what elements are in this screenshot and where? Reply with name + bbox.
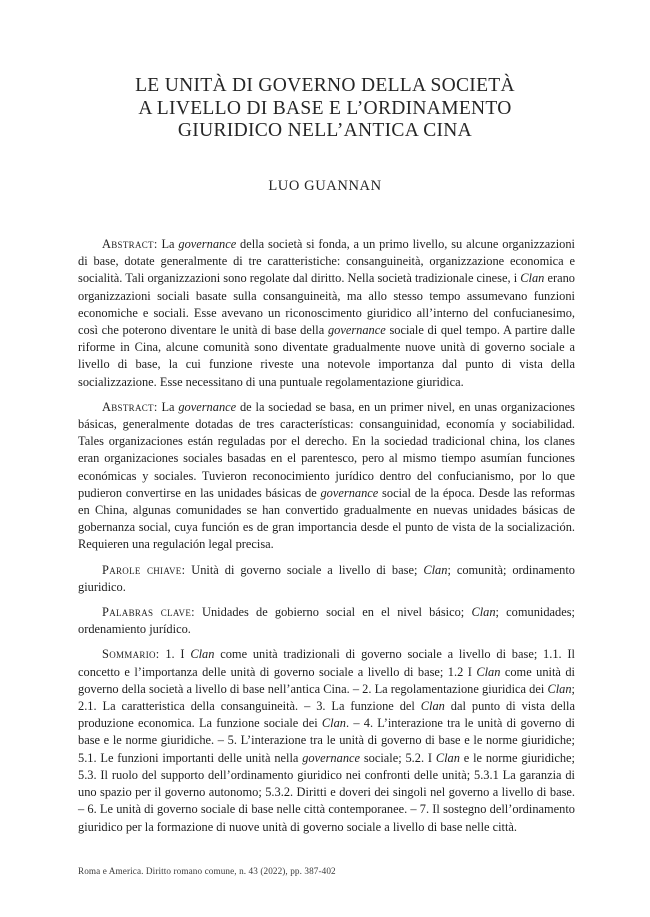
keywords-italic-term: Clan <box>471 605 496 620</box>
journal-citation-footer: Roma e America. Diritto romano comune, n. 43 (2022), pp. 387-402 <box>78 866 336 876</box>
title-line: GIURIDICO NELL’ANTICA CINA <box>177 120 473 141</box>
abstract-italian <box>78 236 575 391</box>
sommario-text: dal punto di vista della produzione economica. La funzione sociale dei <box>78 699 575 731</box>
table-of-contents <box>78 646 575 835</box>
sommario-text: ; 2.1. La caratteristica della consanguineità. – 3. La funzione del <box>78 681 575 714</box>
abstract-text: della società si fonda, a un primo livello, su alcune organizzazioni di base, dotate generalmente di tre caratteristiche: consanguineità, organizzazione economica e socialità. Tali organizzazioni sono regolate dal diritto. Nella società tradizionale cinese, i <box>78 237 575 286</box>
sommario-text: . – 4. L’interazione tra le unità di governo di base e le norme giuridiche. – 5. L’interazione tra le unità di governo di base e le norme giuridiche; 5.1. Le funzioni importanti delle unità nella <box>78 716 575 765</box>
keywords-italic-term: Clan <box>423 562 448 577</box>
sommario-italic-term: Clan <box>547 681 572 696</box>
article-author: LUO GUANNAN <box>268 178 382 194</box>
abstract-text: de la sociedad se basa, en un primer nivel, en unas organizaciones básicas, generalmente dotadas de tres características: consanguinidad, economía y sociabilidad. Tales organizaciones están reguladas por el derecho. En la sociedad tradicional china, los clanes eran organizaciones sociales basadas en el parentesco, pero al mismo tiempo asumían funciones económicas y sociales. Tuvieron reconocimiento jurídico dentro del confucianismo, por lo que pudieron convertirse en las unidades básicas de <box>78 399 575 500</box>
keywords-text: Unità di governo sociale a livello di base; <box>185 562 424 577</box>
abstract-text: La <box>157 399 179 414</box>
title-line: LE UNITÀ DI GOVERNO DELLA SOCIETÀ <box>135 75 515 96</box>
sommario-text: sociale; 5.2. I <box>360 750 436 765</box>
abstract-italic-term: Clan <box>520 271 545 286</box>
title-line: A LIVELLO DI BASE E L’ORDINAMENTO <box>138 97 512 119</box>
sommario-italic-term: Clan <box>435 750 460 765</box>
abstract-text: sociale di quel tempo. A partire dalle riforme in Cina, alcune comunità sono diventate gradualmente nuove unità di governo sociale a livello di base, la cui funzione riveste una notevole importanza dal punto di vista della socializzazione. Esse necessitano di una puntuale regolamentazione giuridica. <box>78 323 576 389</box>
abstract-label: Abstract: <box>102 237 158 251</box>
abstract-spanish <box>78 399 575 554</box>
abstract-italic-term: governance <box>320 485 379 500</box>
sommario-text: come unità tradizionali di governo sociale a livello di base; 1.1. Il concetto e l’importanza delle unità di governo sociale a livello di base; 1.2 I <box>78 647 575 679</box>
abstract-italic-term: governance <box>327 323 386 338</box>
keywords-text: Unidades de gobierno social en el nivel básico; <box>194 605 472 620</box>
sommario-italic-term: Clan <box>321 716 346 731</box>
keywords-label: Palabras clave: <box>102 605 195 620</box>
keywords-spanish <box>78 604 575 638</box>
sommario-text: e le norme giuridiche; 5.3. Il ruolo del supporto dell’ordinamento giuridico nei confronti delle unità; 5.3.1 La garanzia di uno spazio per il governo autonomo; 5.3.2. Diritti e doveri dei singoli nel governo a livello di base. – 6. Le unità di governo sociale di base nelle città contemporanee. – 7. Il sostegno dell’ordinamento giuridico per la formazione di nuove unità di governo sociale a livello di base nelle città. <box>78 750 575 834</box>
keywords-text: ; comunità; ordinamento giuridico. <box>78 562 575 594</box>
sommario-italic-term: governance <box>302 750 361 765</box>
keywords-text: ; comunidades; ordenamiento jurídico. <box>78 605 575 637</box>
sommario-text: 1. I <box>159 647 191 662</box>
front-matter <box>78 236 575 844</box>
abstract-italic-term: governance <box>178 399 237 414</box>
sommario-text: come unità di governo della società a livello di base nell’antica Cina. – 2. La regolamentazione giuridica dei <box>78 664 575 696</box>
abstract-text: La <box>157 237 179 251</box>
sommario-italic-term: Clan <box>476 664 501 679</box>
keywords-italian <box>78 562 575 596</box>
sommario-italic-term: Clan <box>420 699 445 714</box>
abstract-text: social de la época. Desde las reformas en China, algunas comunidades se han convertido gradualmente en nuevas unidades básicas de gobernanza social, cuya función es de gran importancia desde el punto de vista de la socialización. Requieren una regulación legal precisa. <box>78 485 575 552</box>
abstract-label: Abstract: <box>102 399 158 414</box>
sommario-italic-term: Clan <box>190 647 215 662</box>
abstract-italic-term: governance <box>178 237 237 251</box>
abstract-text: erano organizzazioni sociali basate sulla consanguineità, ma allo stesso tempo assumevano funzioni economiche e sociali. Esse avevano un riconoscimento giuridico all’interno del confucianesimo, così che poterono diventare le unità di base della <box>78 271 575 338</box>
keywords-label: Parole chiave: <box>102 562 186 577</box>
sommario-label: Sommario: <box>102 647 160 662</box>
article-title <box>60 75 590 143</box>
